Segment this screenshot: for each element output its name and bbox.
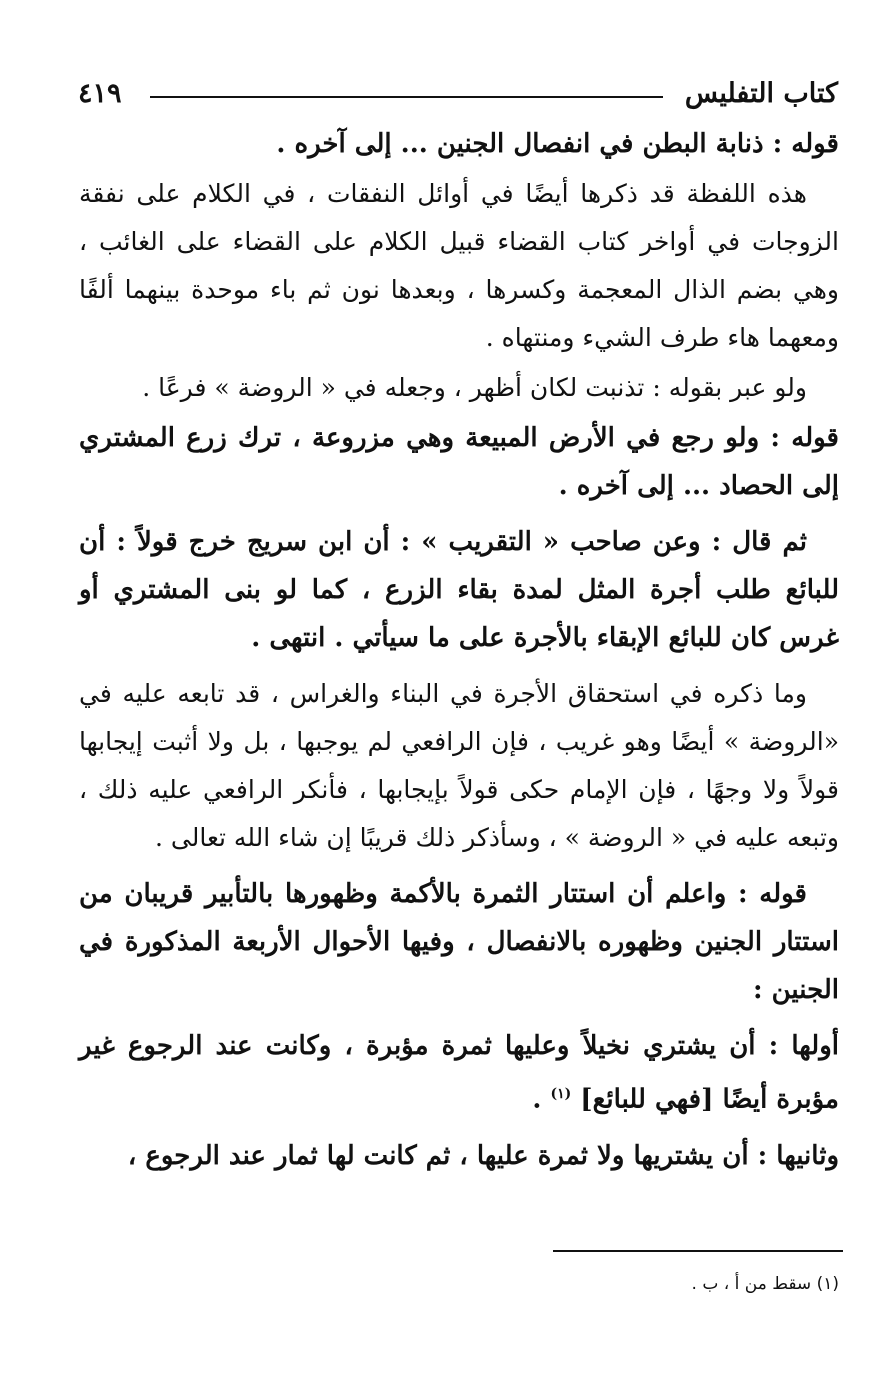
heading-waalam: قوله : واعلم أن استتار الثمرة بالأكمة وظهورها بالتأبير قريبان من استتار الجنين وظهوره بالانفصال ، وفيها الأحوال الأربعة المذكورة في الجنين : — [79, 879, 839, 1005]
footnote-rule — [553, 1250, 843, 1252]
paragraph-thaniha: وثانيها : أن يشتريها ولا ثمرة عليها ، ثم كانت لها ثمار عند الرجوع ، — [127, 1140, 839, 1171]
heading-law-rajaa: قوله : ولو رجع في الأرض المبيعة وهي مزروعة ، ترك زرع المشتري إلى الحصاد ... إلى آخره . — [79, 423, 839, 501]
paragraph-awwaluha — [79, 1022, 839, 1124]
page-header — [78, 70, 838, 118]
heading-dhunaba: قوله : ذنابة البطن في انفصال الجنين ... إلى آخره . — [276, 129, 839, 159]
footnote-ref: (١) — [550, 1086, 572, 1102]
paragraph-thumma-qal: ثم قال : وعن صاحب « التقريب » : أن ابن سريج خرج قولاً : أن للبائع طلب أجرة المثل لمدة بقاء الزرع ، كما لو بنى المشتري أو غرس كان للبائع الإبقاء بالأجرة على ما سيأتي . انتهى . — [79, 527, 839, 653]
page-number: ٤١٩ — [78, 78, 122, 109]
chapter-title: كتاب التفليس — [684, 78, 838, 109]
page-body — [79, 120, 839, 1180]
paragraph-awwaluha-tail: . — [532, 1084, 551, 1115]
paragraph-ma-dhakarahu: وما ذكره في استحقاق الأجرة في البناء والغراس ، قد تابعه عليه في «الروضة » أيضًا وهو غريب ، فإن الرافعي لم يوجبها ، بل ولا أثبت إيجابها قولاً ولا وجهًا ، فإن الإمام حكى قولاً بإيجابها ، فأنكر الرافعي عليه ذلك ، وتبعه عليه في « الروضة » ، وسأذكر ذلك قريبًا إن شاء الله تعالى . — [79, 679, 839, 852]
footnote: (١) سقط من أ ، ب . — [691, 1274, 839, 1294]
paragraph-lafza: هذه اللفظة قد ذكرها أيضًا في أوائل النفقات ، في الكلام على نفقة الزوجات في أواخر كتاب القضاء قبيل الكلام على القضاء على الغائب ، وهي بضم الذال المعجمة وكسرها ، وبعدها نون ثم باء موحدة بينهما ألفًا ومعهما هاء طرف الشيء ومنتهاه . — [79, 179, 839, 352]
paragraph-law-abbar: ولو عبر بقوله : تذنبت لكان أظهر ، وجعله في « الروضة » فرعًا . — [142, 373, 807, 402]
header-rule — [150, 96, 663, 98]
paragraph-awwaluha-text: أولها : أن يشتري نخيلاً وعليها ثمرة مؤبرة ، وكانت عند الرجوع غير مؤبرة أيضًا [فهي للبائع] — [79, 1031, 839, 1115]
